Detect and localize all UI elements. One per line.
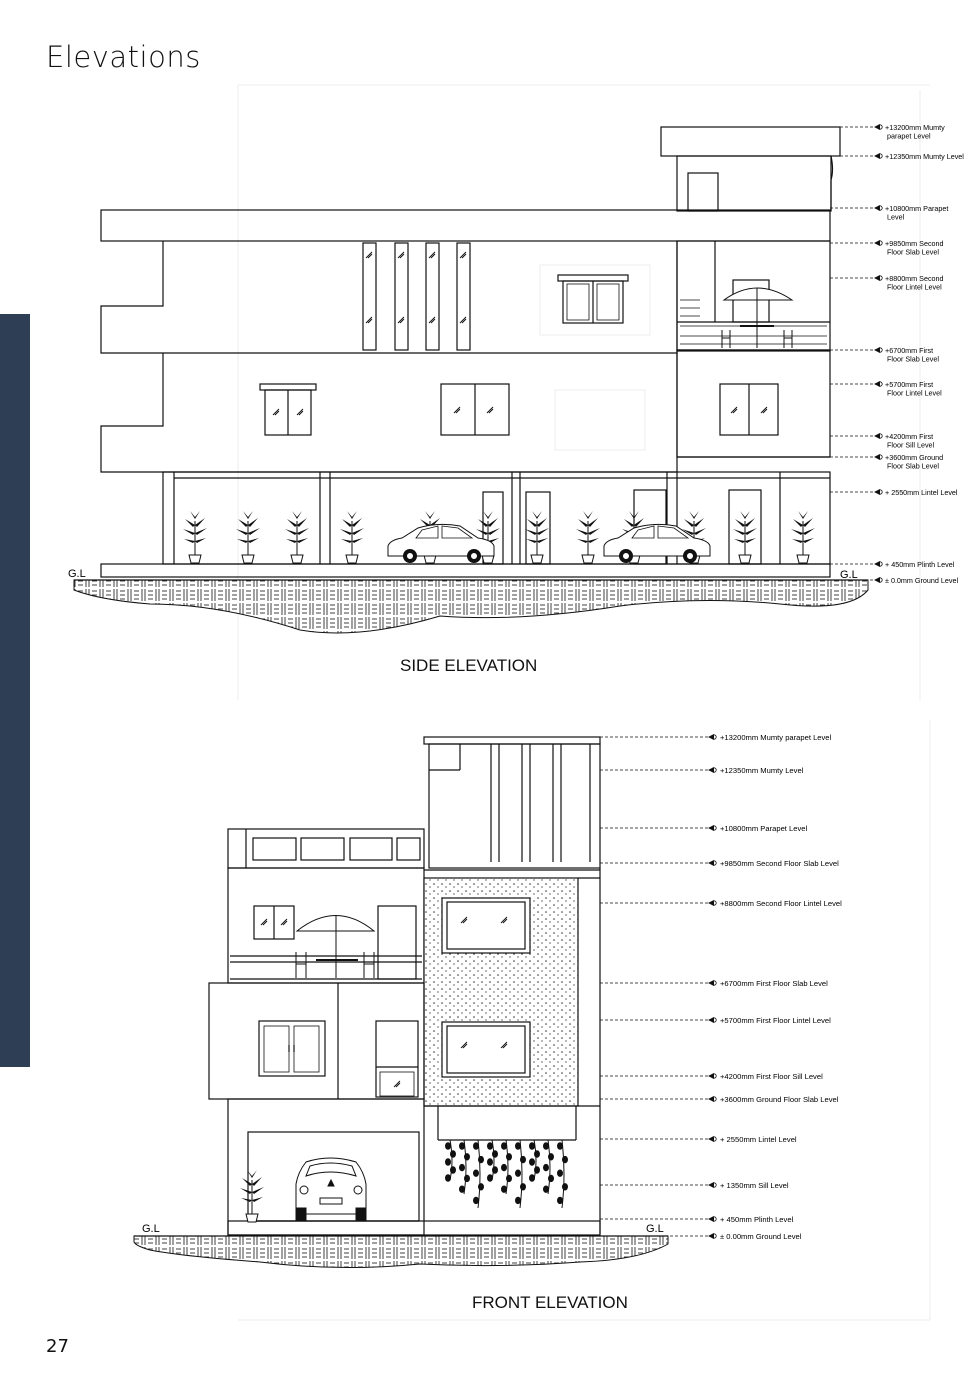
front-level-marker [600,859,839,868]
front-level-marker [600,733,832,742]
page-title: Elevations [46,40,201,74]
side-level-label: Floor Slab Level [887,354,939,364]
side-level-label: +13200mm Mumty [885,123,945,132]
front-ground-label-left: G.L [142,1223,160,1235]
side-level-label: Floor Slab Level [887,247,939,257]
side-level-label: +10800mm Parapet [885,204,949,213]
front-elevation-title: FRONT ELEVATION [472,1293,628,1312]
side-level-label: +3600mm Ground [885,453,944,462]
front-level-label: +9850mm Second Floor Slab Level [720,859,839,868]
side-level-label: Level [887,212,905,222]
side-ground-label-left: G.L [68,568,86,580]
page-number: 27 [46,1336,69,1357]
front-level-label: +12350mm Mumty Level [720,766,804,775]
front-level-label: ± 0.00mm Ground Level [720,1232,802,1241]
side-level-label: +4200mm First [885,432,934,441]
front-level-marker [600,1016,831,1025]
front-level-label: +4200mm First Floor Sill Level [720,1072,823,1081]
front-level-label: +6700mm First Floor Slab Level [720,979,828,988]
side-level-label: + 2550mm Lintel Level [885,488,958,497]
side-elevation-title: SIDE ELEVATION [400,656,538,675]
side-level-label: Floor Sill Level [887,440,935,450]
front-level-label: +10800mm Parapet Level [720,824,808,833]
side-ground-label-right: G.L [840,569,858,581]
front-level-marker [600,899,842,908]
front-level-label: +13200mm Mumty parapet Level [720,733,832,742]
front-level-label: +8800mm Second Floor Lintel Level [720,899,842,908]
front-level-marker [600,1232,802,1241]
front-level-label: +5700mm First Floor Lintel Level [720,1016,831,1025]
front-level-marker [600,1072,823,1081]
side-level-label: + 450mm Plinth Level [885,560,955,569]
front-level-label: + 450mm Plinth Level [720,1215,794,1224]
front-level-label: + 2550mm Lintel Level [720,1135,797,1144]
side-level-label: parapet Level [887,131,931,141]
side-level-label: +8800mm Second [885,274,944,283]
front-level-marker [600,1135,797,1144]
front-level-marker [600,1181,789,1190]
side-level-label: Floor Lintel Level [887,388,942,398]
side-level-label: +12350mm Mumty Level [885,152,964,161]
side-level-label: +5700mm First [885,380,934,389]
side-level-label: +9850mm Second [885,239,944,248]
side-level-label: +6700mm First [885,346,934,355]
front-level-marker [600,1215,794,1224]
front-level-label: + 1350mm Sill Level [720,1181,789,1190]
front-level-marker [600,766,804,775]
side-level-label: ± 0.0mm Ground Level [885,576,959,585]
front-level-marker [600,979,828,988]
front-level-label: +3600mm Ground Floor Slab Level [720,1095,839,1104]
front-level-marker [600,824,807,833]
front-level-marker [600,1095,839,1104]
front-ground-label-right: G.L [646,1223,664,1235]
side-level-label: Floor Lintel Level [887,282,942,292]
side-level-label: Floor Slab Level [887,461,939,471]
